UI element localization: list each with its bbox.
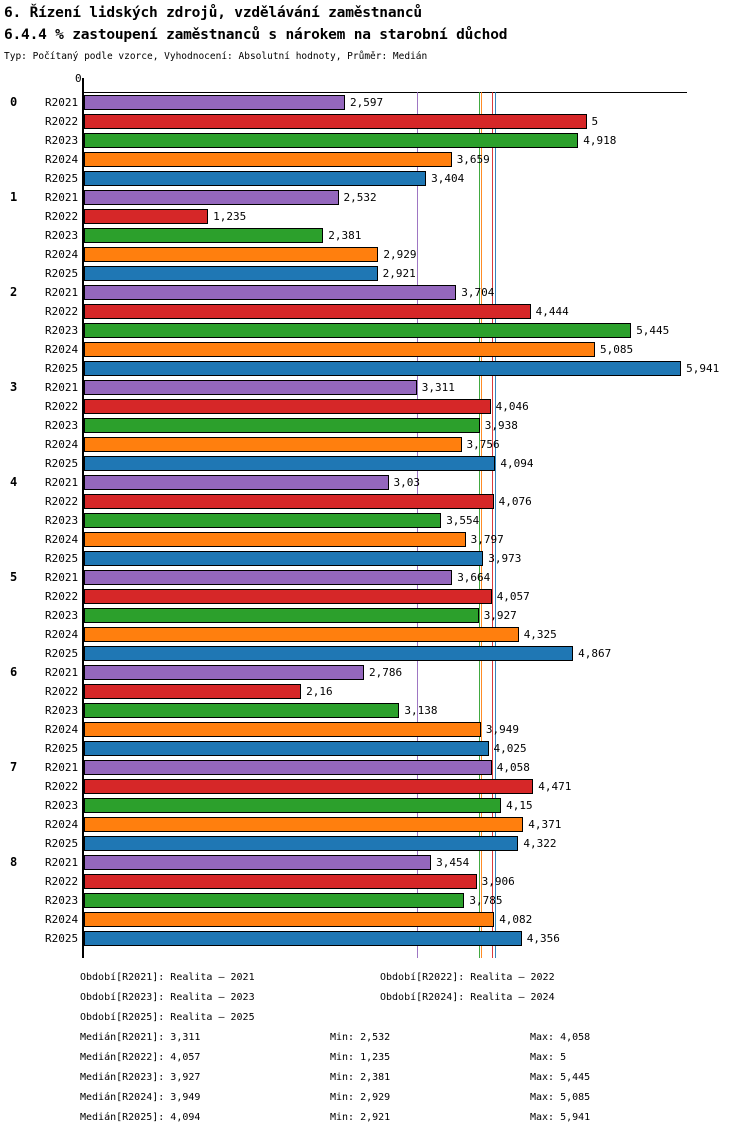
- row-label-5-r2022: R2022: [45, 590, 79, 603]
- bar-4-r2025: [84, 551, 483, 566]
- bar-value-6-r2024: 3,949: [485, 723, 520, 736]
- bar-6-r2021: [84, 665, 364, 680]
- row-label-2-r2023: R2023: [45, 324, 79, 337]
- bar-value-8-r2023: 3,785: [469, 894, 503, 907]
- row-label-8-r2024: R2024: [45, 913, 79, 926]
- bar-7-r2025: [84, 836, 518, 851]
- row-label-3-r2024: R2024: [45, 438, 79, 451]
- row-label-6-r2023: R2023: [45, 704, 79, 717]
- bar-value-3-r2021: 3,311: [421, 381, 455, 394]
- bar-3-r2023: [84, 418, 480, 433]
- row-label-7-r2024: R2024: [45, 818, 79, 831]
- group-label-0: 0: [10, 95, 18, 109]
- bar-value-3-r2022: 4,046: [495, 400, 529, 413]
- row-label-5-r2021: R2021: [45, 571, 79, 584]
- row-label-7-r2023: R2023: [45, 799, 79, 812]
- bar-value-2-r2021: 3,704: [461, 286, 495, 299]
- bar-value-4-r2023: 3,554: [446, 514, 480, 527]
- row-label-0-r2021: R2021: [45, 96, 79, 109]
- bar-value-5-r2021: 3,664: [457, 571, 491, 584]
- bar-0-r2024: [84, 152, 452, 167]
- row-label-1-r2023: R2023: [45, 229, 79, 242]
- row-label-7-r2021: R2021: [45, 761, 79, 774]
- bar-value-1-r2022: 1,235: [213, 210, 247, 223]
- bar-4-r2021: [84, 475, 389, 490]
- row-label-4-r2025: R2025: [45, 552, 79, 565]
- axis-origin-tick-label: 0: [75, 72, 82, 85]
- legend-period-r2025: Období[R2025]: Realita – 2025: [80, 1012, 255, 1023]
- bar-value-1-r2024: 2,929: [383, 248, 417, 261]
- bar-5-r2021: [84, 570, 452, 585]
- bar-value-5-r2022: 4,057: [496, 590, 530, 603]
- bar-value-0-r2023: 4,918: [583, 134, 617, 147]
- group-label-1: 1: [10, 190, 18, 204]
- bar-8-r2023: [84, 893, 464, 908]
- row-label-3-r2022: R2022: [45, 400, 79, 413]
- group-label-8: 8: [10, 855, 18, 869]
- bar-2-r2022: [84, 304, 531, 319]
- bar-0-r2023: [84, 133, 578, 148]
- bar-5-r2023: [84, 608, 479, 623]
- bar-5-r2022: [84, 589, 492, 604]
- row-label-2-r2022: R2022: [45, 305, 79, 318]
- bar-value-7-r2022: 4,471: [538, 780, 572, 793]
- chart-meta-info: Typ: Počítaný podle vzorce, Vyhodnocení: Absolutní hodnoty, Průměr: Medián: [4, 51, 428, 62]
- bar-1-r2022: [84, 209, 208, 224]
- row-label-8-r2023: R2023: [45, 894, 79, 907]
- bar-value-1-r2021: 2,532: [343, 191, 377, 204]
- bar-1-r2023: [84, 228, 323, 243]
- row-label-0-r2024: R2024: [45, 153, 79, 166]
- row-label-3-r2025: R2025: [45, 457, 79, 470]
- bar-value-8-r2025: 4,356: [526, 932, 560, 945]
- legend-period-r2021: Období[R2021]: Realita – 2021: [80, 972, 255, 983]
- bar-8-r2025: [84, 931, 522, 946]
- stat-max-r2021: Max: 4,058: [530, 1032, 591, 1043]
- row-label-4-r2021: R2021: [45, 476, 79, 489]
- bar-value-4-r2021: 3,03: [393, 476, 420, 489]
- bar-value-0-r2022: 5: [591, 115, 599, 128]
- bar-value-0-r2021: 2,597: [350, 96, 384, 109]
- bar-1-r2025: [84, 266, 378, 281]
- bar-8-r2022: [84, 874, 477, 889]
- stat-median-r2023: Medián[R2023]: 3,927: [80, 1072, 201, 1083]
- row-label-3-r2023: R2023: [45, 419, 79, 432]
- row-label-6-r2025: R2025: [45, 742, 79, 755]
- stat-median-r2024: Medián[R2024]: 3,949: [80, 1092, 201, 1103]
- row-label-4-r2022: R2022: [45, 495, 79, 508]
- bar-1-r2024: [84, 247, 378, 262]
- row-label-2-r2025: R2025: [45, 362, 79, 375]
- bar-value-2-r2025: 5,941: [686, 362, 720, 375]
- bar-6-r2024: [84, 722, 481, 737]
- bar-value-3-r2025: 4,094: [500, 457, 534, 470]
- bar-value-6-r2023: 3,138: [404, 704, 438, 717]
- bar-7-r2024: [84, 817, 523, 832]
- legend-period-r2023: Období[R2023]: Realita – 2023: [80, 992, 255, 1003]
- row-label-2-r2021: R2021: [45, 286, 79, 299]
- row-label-5-r2025: R2025: [45, 647, 79, 660]
- bar-value-7-r2021: 4,058: [496, 761, 530, 774]
- row-label-1-r2021: R2021: [45, 191, 79, 204]
- bar-value-7-r2025: 4,322: [523, 837, 557, 850]
- row-label-2-r2024: R2024: [45, 343, 79, 356]
- row-label-6-r2022: R2022: [45, 685, 79, 698]
- bar-4-r2024: [84, 532, 466, 547]
- bar-7-r2021: [84, 760, 492, 775]
- group-label-3: 3: [10, 380, 18, 394]
- bar-value-6-r2022: 2,16: [306, 685, 333, 698]
- row-label-1-r2024: R2024: [45, 248, 79, 261]
- plot-area: [84, 92, 720, 958]
- stat-median-r2025: Medián[R2025]: 4,094: [80, 1112, 201, 1123]
- stat-min-r2022: Min: 1,235: [330, 1052, 391, 1063]
- bar-6-r2025: [84, 741, 489, 756]
- row-label-4-r2023: R2023: [45, 514, 79, 527]
- row-label-7-r2022: R2022: [45, 780, 79, 793]
- bar-1-r2021: [84, 190, 339, 205]
- row-label-8-r2025: R2025: [45, 932, 79, 945]
- legend-period-r2024: Období[R2024]: Realita – 2024: [380, 992, 555, 1003]
- bar-7-r2023: [84, 798, 501, 813]
- bar-value-4-r2024: 3,797: [470, 533, 504, 546]
- stat-min-r2023: Min: 2,381: [330, 1072, 391, 1083]
- bar-value-5-r2025: 4,867: [578, 647, 612, 660]
- row-label-0-r2022: R2022: [45, 115, 79, 128]
- bar-3-r2022: [84, 399, 491, 414]
- bar-3-r2025: [84, 456, 495, 471]
- chart-title-section: 6. Řízení lidských zdrojů, vzdělávání zaměstnanců: [4, 5, 422, 21]
- stat-median-r2021: Medián[R2021]: 3,311: [80, 1032, 201, 1043]
- bar-value-2-r2024: 5,085: [600, 343, 634, 356]
- row-label-1-r2025: R2025: [45, 267, 79, 280]
- bar-value-5-r2024: 4,325: [523, 628, 557, 641]
- bar-value-8-r2021: 3,454: [436, 856, 470, 869]
- stat-max-r2023: Max: 5,445: [530, 1072, 591, 1083]
- bar-4-r2022: [84, 494, 494, 509]
- bar-2-r2024: [84, 342, 595, 357]
- legend-period-r2022: Období[R2022]: Realita – 2022: [380, 972, 555, 983]
- bar-value-8-r2024: 4,082: [499, 913, 533, 926]
- bar-value-4-r2025: 3,973: [488, 552, 522, 565]
- bar-2-r2025: [84, 361, 681, 376]
- bar-0-r2021: [84, 95, 345, 110]
- stat-max-r2022: Max: 5: [530, 1052, 567, 1063]
- row-label-8-r2021: R2021: [45, 856, 79, 869]
- bar-value-4-r2022: 4,076: [498, 495, 532, 508]
- bar-value-1-r2023: 2,381: [328, 229, 362, 242]
- stat-max-r2024: Max: 5,085: [530, 1092, 591, 1103]
- bar-8-r2024: [84, 912, 494, 927]
- bar-value-8-r2022: 3,906: [481, 875, 515, 888]
- bar-value-0-r2025: 3,404: [431, 172, 465, 185]
- bar-value-6-r2025: 4,025: [493, 742, 527, 755]
- group-label-6: 6: [10, 665, 18, 679]
- stat-median-r2022: Medián[R2022]: 4,057: [80, 1052, 201, 1063]
- group-label-5: 5: [10, 570, 18, 584]
- bar-value-7-r2023: 4,15: [506, 799, 533, 812]
- bar-value-3-r2024: 3,756: [466, 438, 500, 451]
- bar-value-6-r2021: 2,786: [369, 666, 403, 679]
- row-label-7-r2025: R2025: [45, 837, 79, 850]
- bar-value-0-r2024: 3,659: [456, 153, 490, 166]
- row-label-0-r2023: R2023: [45, 134, 79, 147]
- row-label-0-r2025: R2025: [45, 172, 79, 185]
- row-label-5-r2024: R2024: [45, 628, 79, 641]
- bar-8-r2021: [84, 855, 431, 870]
- group-label-7: 7: [10, 760, 18, 774]
- row-label-1-r2022: R2022: [45, 210, 79, 223]
- row-label-8-r2022: R2022: [45, 875, 79, 888]
- bar-value-2-r2022: 4,444: [535, 305, 569, 318]
- row-label-5-r2023: R2023: [45, 609, 79, 622]
- bar-value-2-r2023: 5,445: [636, 324, 670, 337]
- group-label-4: 4: [10, 475, 18, 489]
- bar-value-3-r2023: 3,938: [484, 419, 518, 432]
- group-label-2: 2: [10, 285, 18, 299]
- bar-3-r2021: [84, 380, 417, 395]
- row-label-3-r2021: R2021: [45, 381, 79, 394]
- bar-2-r2021: [84, 285, 456, 300]
- bar-value-7-r2024: 4,371: [528, 818, 562, 831]
- bar-3-r2024: [84, 437, 462, 452]
- bar-value-5-r2023: 3,927: [483, 609, 517, 622]
- bar-6-r2023: [84, 703, 399, 718]
- stat-max-r2025: Max: 5,941: [530, 1112, 591, 1123]
- stat-min-r2025: Min: 2,921: [330, 1112, 391, 1123]
- bar-0-r2025: [84, 171, 426, 186]
- bar-value-1-r2025: 2,921: [382, 267, 416, 280]
- bar-0-r2022: [84, 114, 587, 129]
- bar-5-r2024: [84, 627, 519, 642]
- bar-7-r2022: [84, 779, 533, 794]
- bar-5-r2025: [84, 646, 573, 661]
- bar-2-r2023: [84, 323, 631, 338]
- row-label-6-r2021: R2021: [45, 666, 79, 679]
- chart-title-indicator: 6.4.4 % zastoupení zaměstnanců s nárokem na starobní důchod: [4, 27, 508, 43]
- stat-min-r2024: Min: 2,929: [330, 1092, 391, 1103]
- row-label-6-r2024: R2024: [45, 723, 79, 736]
- stat-min-r2021: Min: 2,532: [330, 1032, 391, 1043]
- bar-4-r2023: [84, 513, 441, 528]
- row-label-4-r2024: R2024: [45, 533, 79, 546]
- bar-6-r2022: [84, 684, 301, 699]
